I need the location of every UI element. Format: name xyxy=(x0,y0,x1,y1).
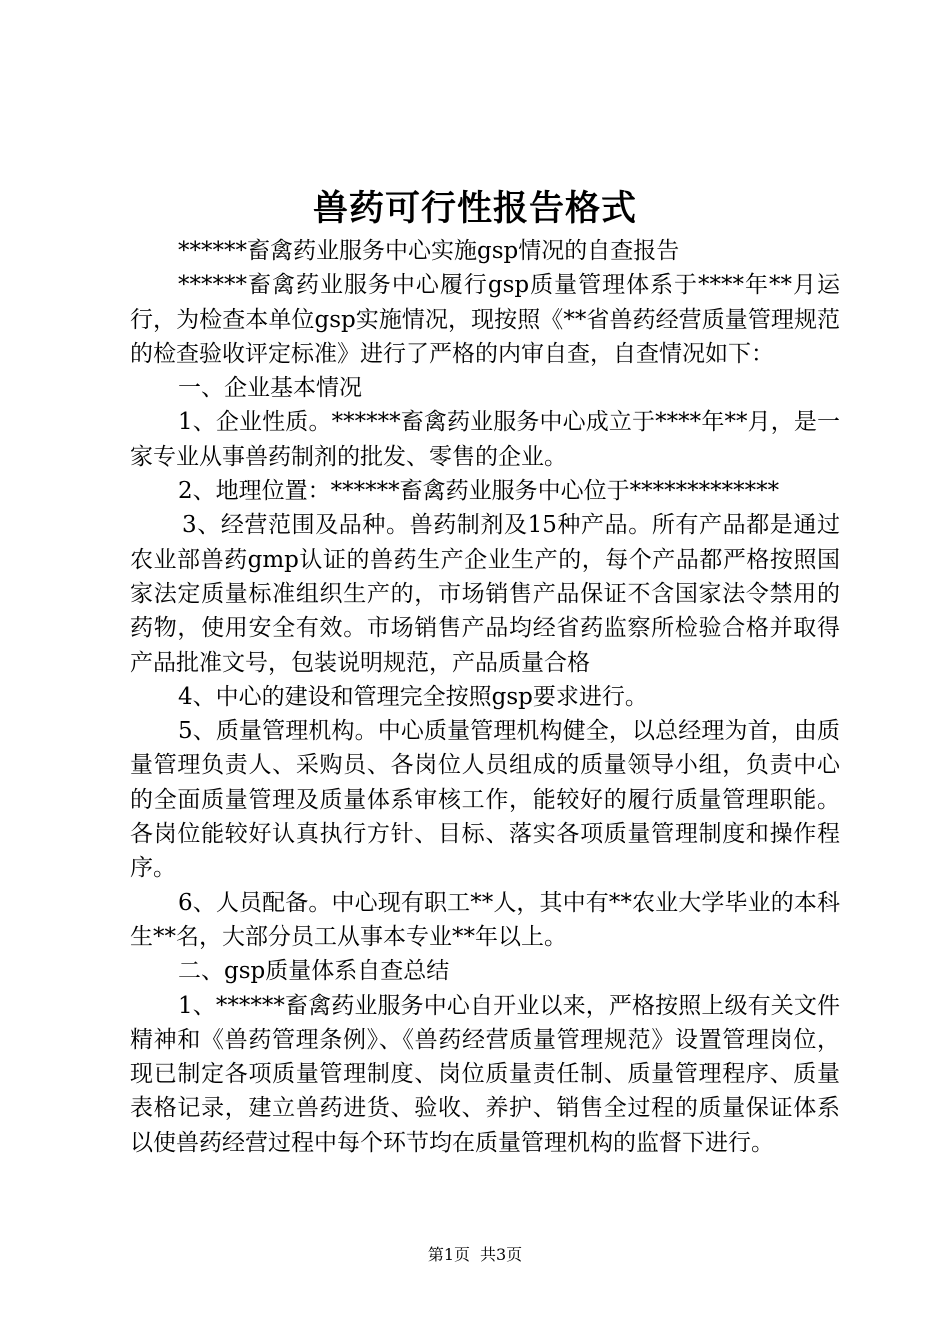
paragraph-report-heading: ******畜禽药业服务中心实施gsp情况的自查报告 xyxy=(178,238,680,264)
paragraph-gsp-construction: 4、中心的建设和管理完全按照gsp要求进行。 xyxy=(178,683,648,710)
paragraph-quality-org: 5、质量管理机构。中心质量管理机构健全，以总经理为首，由质量管理负责人、采购员、各岗位人员组成的质量领导小组，负责中心的全面质量管理及质量体系审核工作，能较好的履行质量管理职能。各岗位能较好认真执行方针、目标、落实各项质量管理制度和操作程序。 xyxy=(130,718,840,882)
page-footer xyxy=(0,1244,950,1266)
paragraph-intro: ******畜禽药业服务中心履行gsp质量管理体系于****年**月运行，为检查本单位gsp实施情况，现按照《**省兽药经营质量管理规范的检查验收评定标准》进行了严格的内审自查，自查情况如下： xyxy=(130,272,840,367)
section-heading-basic-info: 一、企业基本情况 xyxy=(178,375,362,402)
paragraph-enterprise-nature: 1、企业性质。******畜禽药业服务中心成立于****年**月，是一家专业从事兽药制剂的批发、零售的企业。 xyxy=(130,409,840,470)
document-title: 兽药可行性报告格式 xyxy=(312,188,637,229)
paragraph-gsp-summary-1: 1、******畜禽药业服务中心自开业以来，严格按照上级有关文件精神和《兽药管理条例》、《兽药经营质量管理规范》设置管理岗位，现已制定各项质量管理制度、岗位质量责任制、质量管理程序、质量表格记录，建立兽药进货、验收、养护、销售全过程的质量保证体系以使兽药经营过程中每个环节均在质量管理机构的监督下进行。 xyxy=(130,992,840,1156)
section-heading-gsp-summary: 二、gsp质量体系自查总结 xyxy=(178,958,450,985)
page-total: 共3页 xyxy=(480,1245,523,1264)
document-body xyxy=(130,234,840,1160)
paragraph-location: 2、地理位置：******畜禽药业服务中心位于************* xyxy=(178,478,780,505)
page-number: 第1页 xyxy=(427,1245,470,1264)
paragraph-business-scope: 3、经营范围及品种。兽药制剂及15种产品。所有产品都是通过农业部兽药gmp认证的兽药生产企业生产的，每个产品都严格按照国家法定质量标准组织生产的，市场销售产品保证不含国家法令禁用的药物，使用安全有效。市场销售产品均经省药监察所检验合格并取得产品批准文号，包装说明规范，产品质量合格 xyxy=(130,512,840,676)
paragraph-staffing: 6、人员配备。中心现有职工**人，其中有**农业大学毕业的本科生**名，大部分员工从事本专业**年以上。 xyxy=(130,889,840,950)
